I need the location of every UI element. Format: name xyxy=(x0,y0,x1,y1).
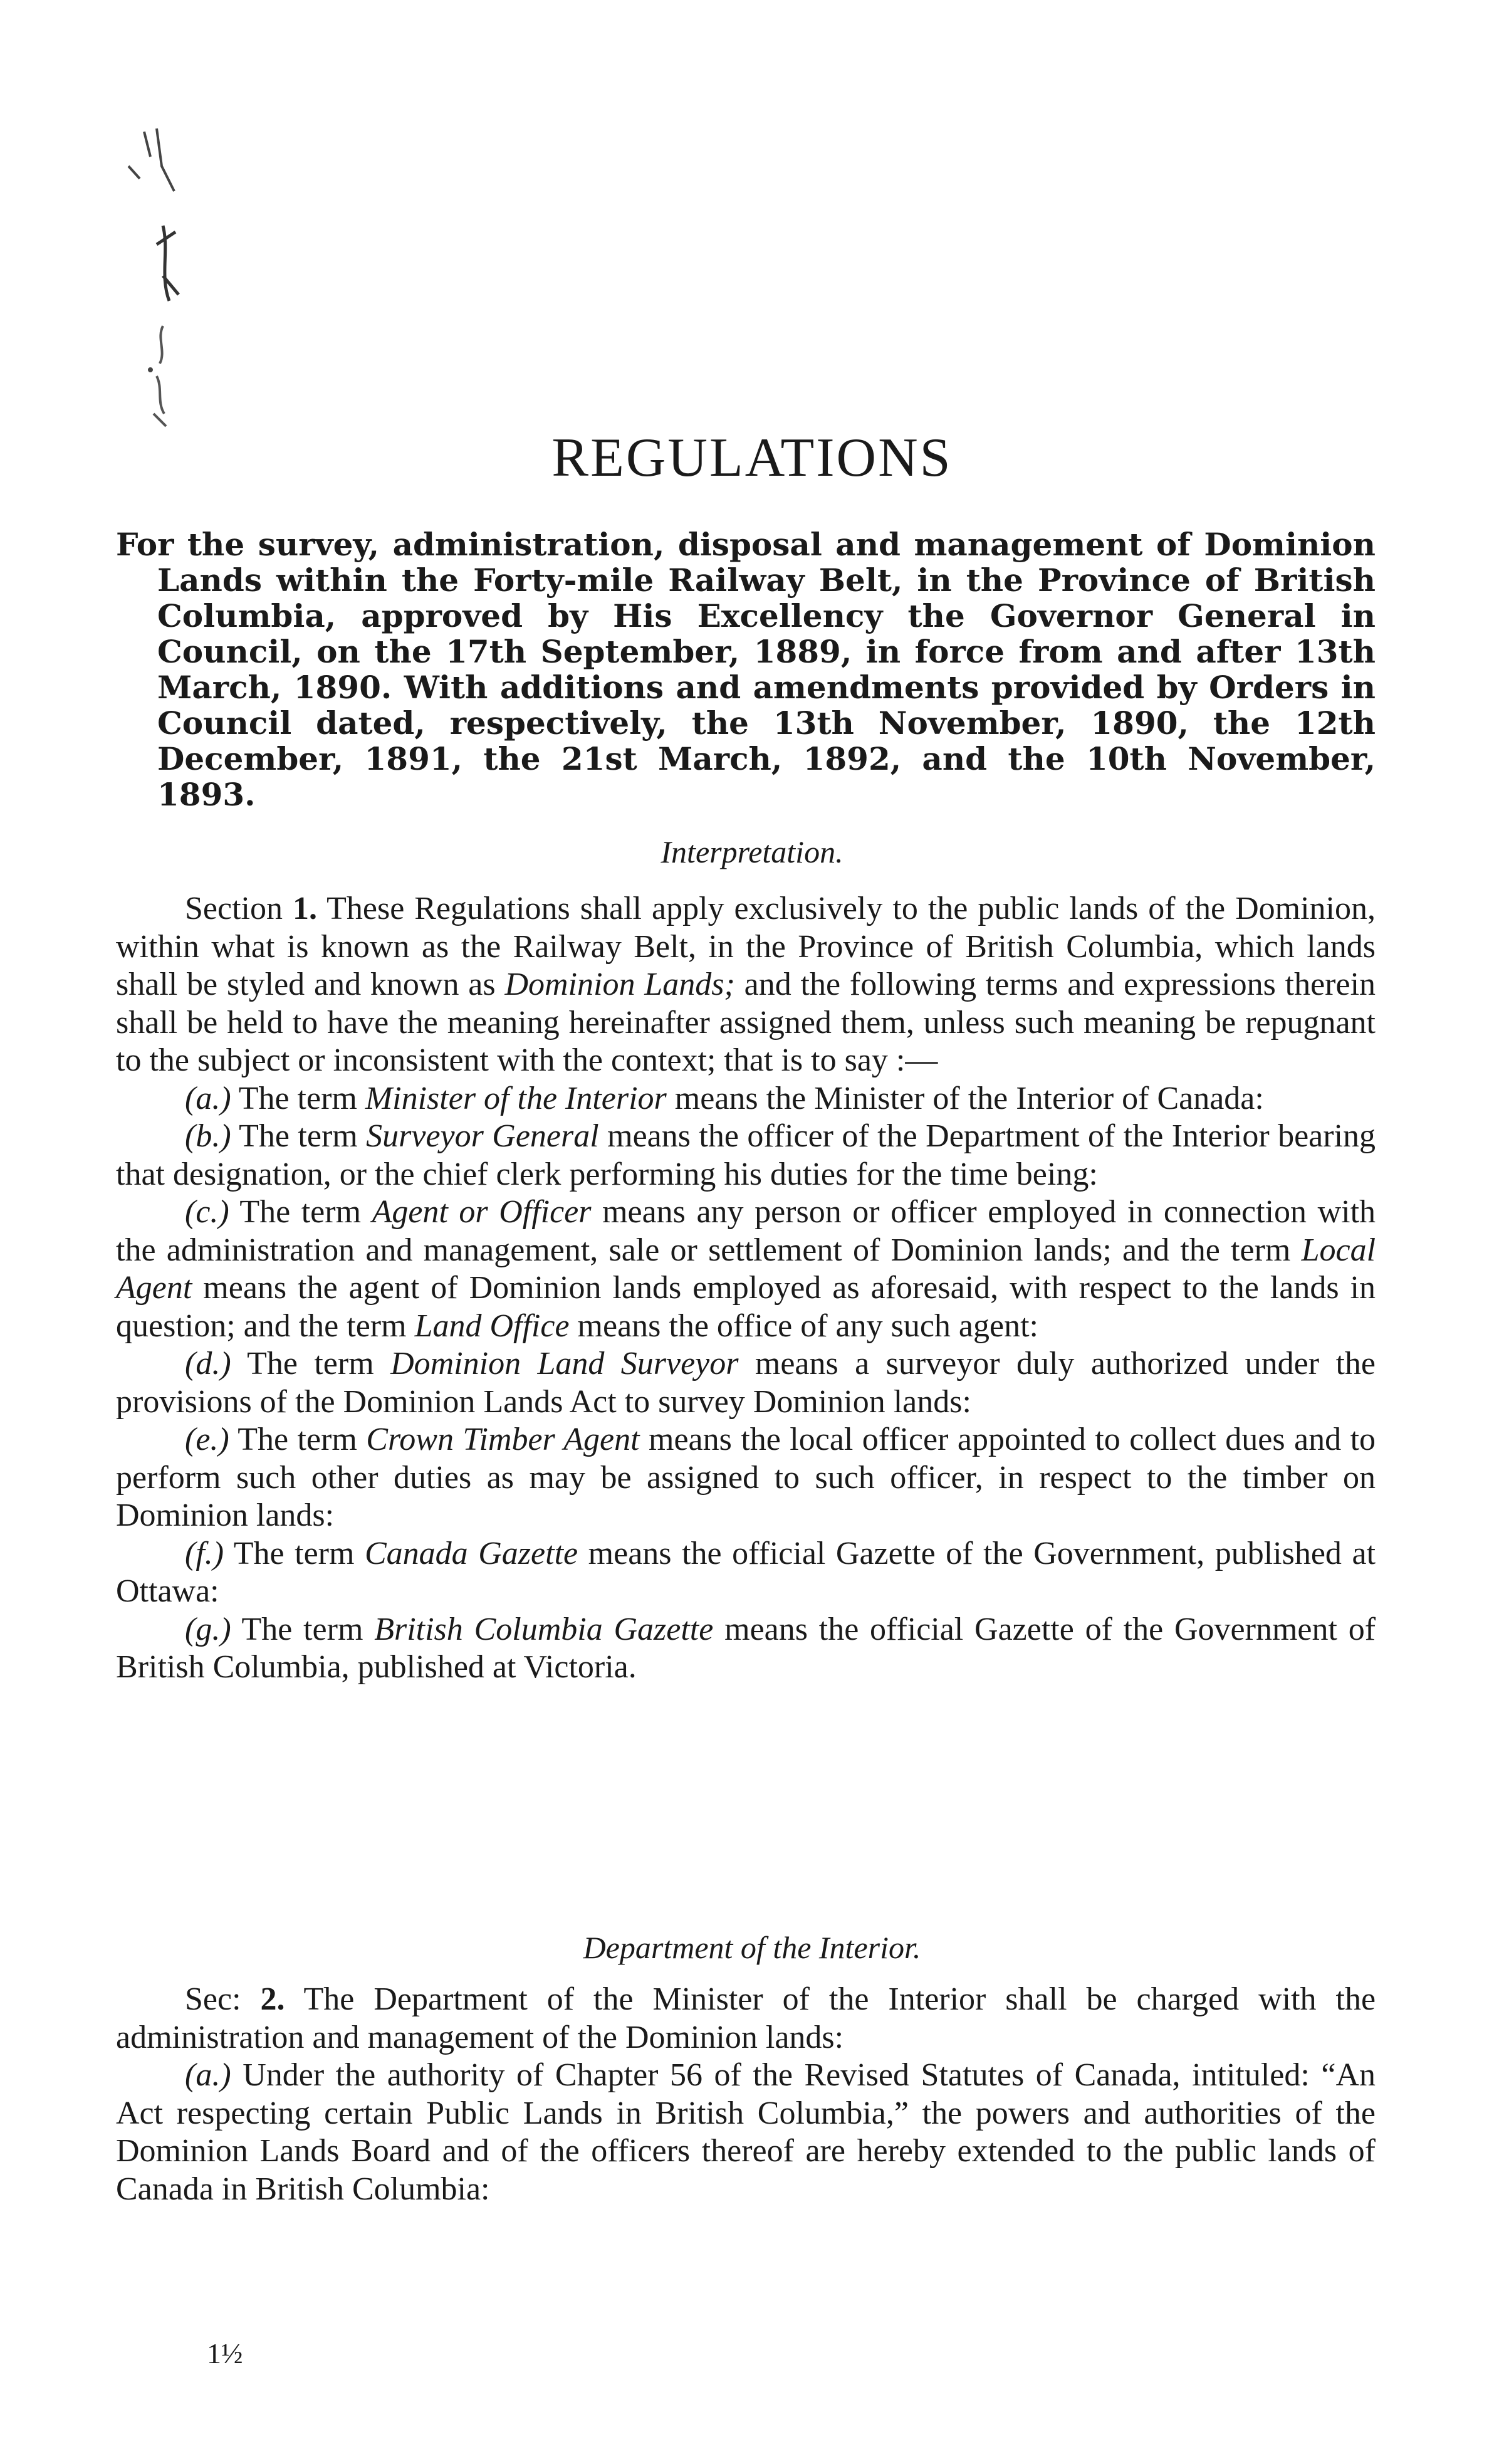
definition-b-pre: The term xyxy=(239,1118,358,1154)
definition-d-term: Dominion Land Surveyor xyxy=(390,1346,739,1381)
definition-b-term: Surveyor General xyxy=(366,1118,599,1154)
definition-e-post: means the local officer appointed to collect dues and to perform such other duties as may be assigned to such officer, in respect to the timber on Dominion lands: xyxy=(116,1422,1376,1533)
definition-e-term: Crown Timber Agent xyxy=(366,1422,640,1457)
definition-d-label: (d.) xyxy=(185,1346,231,1381)
definition-a-pre: The term xyxy=(238,1080,357,1116)
section-1-number: 1. xyxy=(293,891,318,926)
definition-c-term: Agent or Officer xyxy=(372,1194,592,1230)
section-2-number: 2. xyxy=(260,1981,285,2017)
definition-g xyxy=(116,1611,1376,1687)
section-2-sub-a xyxy=(116,2057,1376,2208)
definition-d-pre: The term xyxy=(247,1346,374,1381)
definition-f xyxy=(116,1535,1376,1611)
definition-c-label: (c.) xyxy=(185,1194,229,1230)
definition-c-term2: Local Agent xyxy=(116,1232,1376,1306)
definition-c-pre: The term xyxy=(239,1194,362,1230)
definition-f-label: (f.) xyxy=(185,1535,224,1571)
heading-department: Department of the Interior. xyxy=(583,1930,921,1965)
definition-e-label: (e.) xyxy=(185,1422,229,1457)
section-2-label: Sec: xyxy=(185,1981,241,2017)
definition-g-pre: The term xyxy=(241,1611,363,1647)
definition-b xyxy=(116,1118,1376,1193)
definition-a-label: (a.) xyxy=(185,1080,231,1116)
definition-f-pre: The term xyxy=(233,1535,355,1571)
definition-c xyxy=(116,1193,1376,1345)
section-2-sub-a-text: Under the authority of Chapter 56 of the Revised Statutes of Canada, intituled: “An Act respecting certain Public Lands in British Columbia,” the powers and authorities of the Dominion Lands Board and of the officers thereof are hereby extended to the public lands of Canada in British Columbia: xyxy=(116,2057,1376,2207)
heading-interpretation: Interpretation. xyxy=(661,834,843,869)
handwritten-margin-note xyxy=(69,119,188,445)
section-2-sub-a-label: (a.) xyxy=(185,2057,231,2093)
definition-d xyxy=(116,1345,1376,1421)
definition-e xyxy=(116,1421,1376,1535)
section-1-text-b: and the following terms and expressions therein shall be held to have the meaning hereinafter assigned them, unless such meaning be repugnant to the subject or inconsistent with the context; that is to say :— xyxy=(116,967,1376,1078)
definition-f-term: Canada Gazette xyxy=(365,1535,578,1571)
definition-a-term: Minister of the Interior xyxy=(365,1080,667,1116)
definition-b-post: means the officer of the Department of the Interior bearing that designation, or the chief clerk performing his duties for the time being: xyxy=(116,1118,1376,1192)
definition-c-post2: means the agent of Dominion lands employed as aforesaid, with respect to the lands in question; and the term xyxy=(116,1270,1376,1344)
section-2-paragraph xyxy=(116,1981,1376,2057)
section-1-body xyxy=(116,890,1376,1687)
definition-a xyxy=(116,1080,1376,1118)
signature-mark: 1½ xyxy=(207,2337,243,2369)
section-2-body xyxy=(116,1981,1376,2208)
section-1-label: Section xyxy=(185,891,283,926)
definition-g-label: (g.) xyxy=(185,1611,231,1647)
section-1-paragraph xyxy=(116,890,1376,1080)
definition-c-post: means any person or officer employed in connection with the administration and management, sale or settlement of Dominion lands; and the term xyxy=(116,1194,1376,1268)
section-2-text: The Department of the Minister of the Interior shall be charged with the administration and management of the Dominion lands: xyxy=(116,1981,1376,2055)
definition-e-pre: The term xyxy=(238,1422,357,1457)
section-1-term: Dominion Lands; xyxy=(504,967,735,1002)
definition-f-post: means the official Gazette of the Government, published at Ottawa: xyxy=(116,1535,1376,1609)
definition-g-term: British Columbia Gazette xyxy=(374,1611,714,1647)
definition-c-post3: means the office of any such agent: xyxy=(577,1308,1038,1344)
section-1-text-a: These Regulations shall apply exclusively to the public lands of the Dominion, within what is known as the Railway Belt, in the Province of British Columbia, which lands shall be styled and known as xyxy=(116,891,1376,1002)
document-title: REGULATIONS xyxy=(551,427,953,488)
definition-d-post: means a surveyor duly authorized under the provisions of the Dominion Lands Act to survey Dominion lands: xyxy=(116,1346,1376,1420)
document-subtitle: For the survey, administration, disposal and management of Dominion Lands within the Forty-mile Railway Belt, in the Province of British Columbia, approved by His Excellency the Governor General in Council, on the 17th September, 1889, in force from and after 13th March, 1890. With additions and amendments provided by Orders in Council dated, respectively, the 13th November, 1890, the 12th December, 1891, the 21st March, 1892, and the 10th November, 1893. xyxy=(116,526,1376,813)
definition-g-post: means the official Gazette of the Government of British Columbia, published at Victoria. xyxy=(116,1611,1376,1685)
definition-b-label: (b.) xyxy=(185,1118,231,1154)
definition-c-term3: Land Office xyxy=(414,1308,570,1344)
definition-a-post: means the Minister of the Interior of Canada: xyxy=(674,1080,1264,1116)
